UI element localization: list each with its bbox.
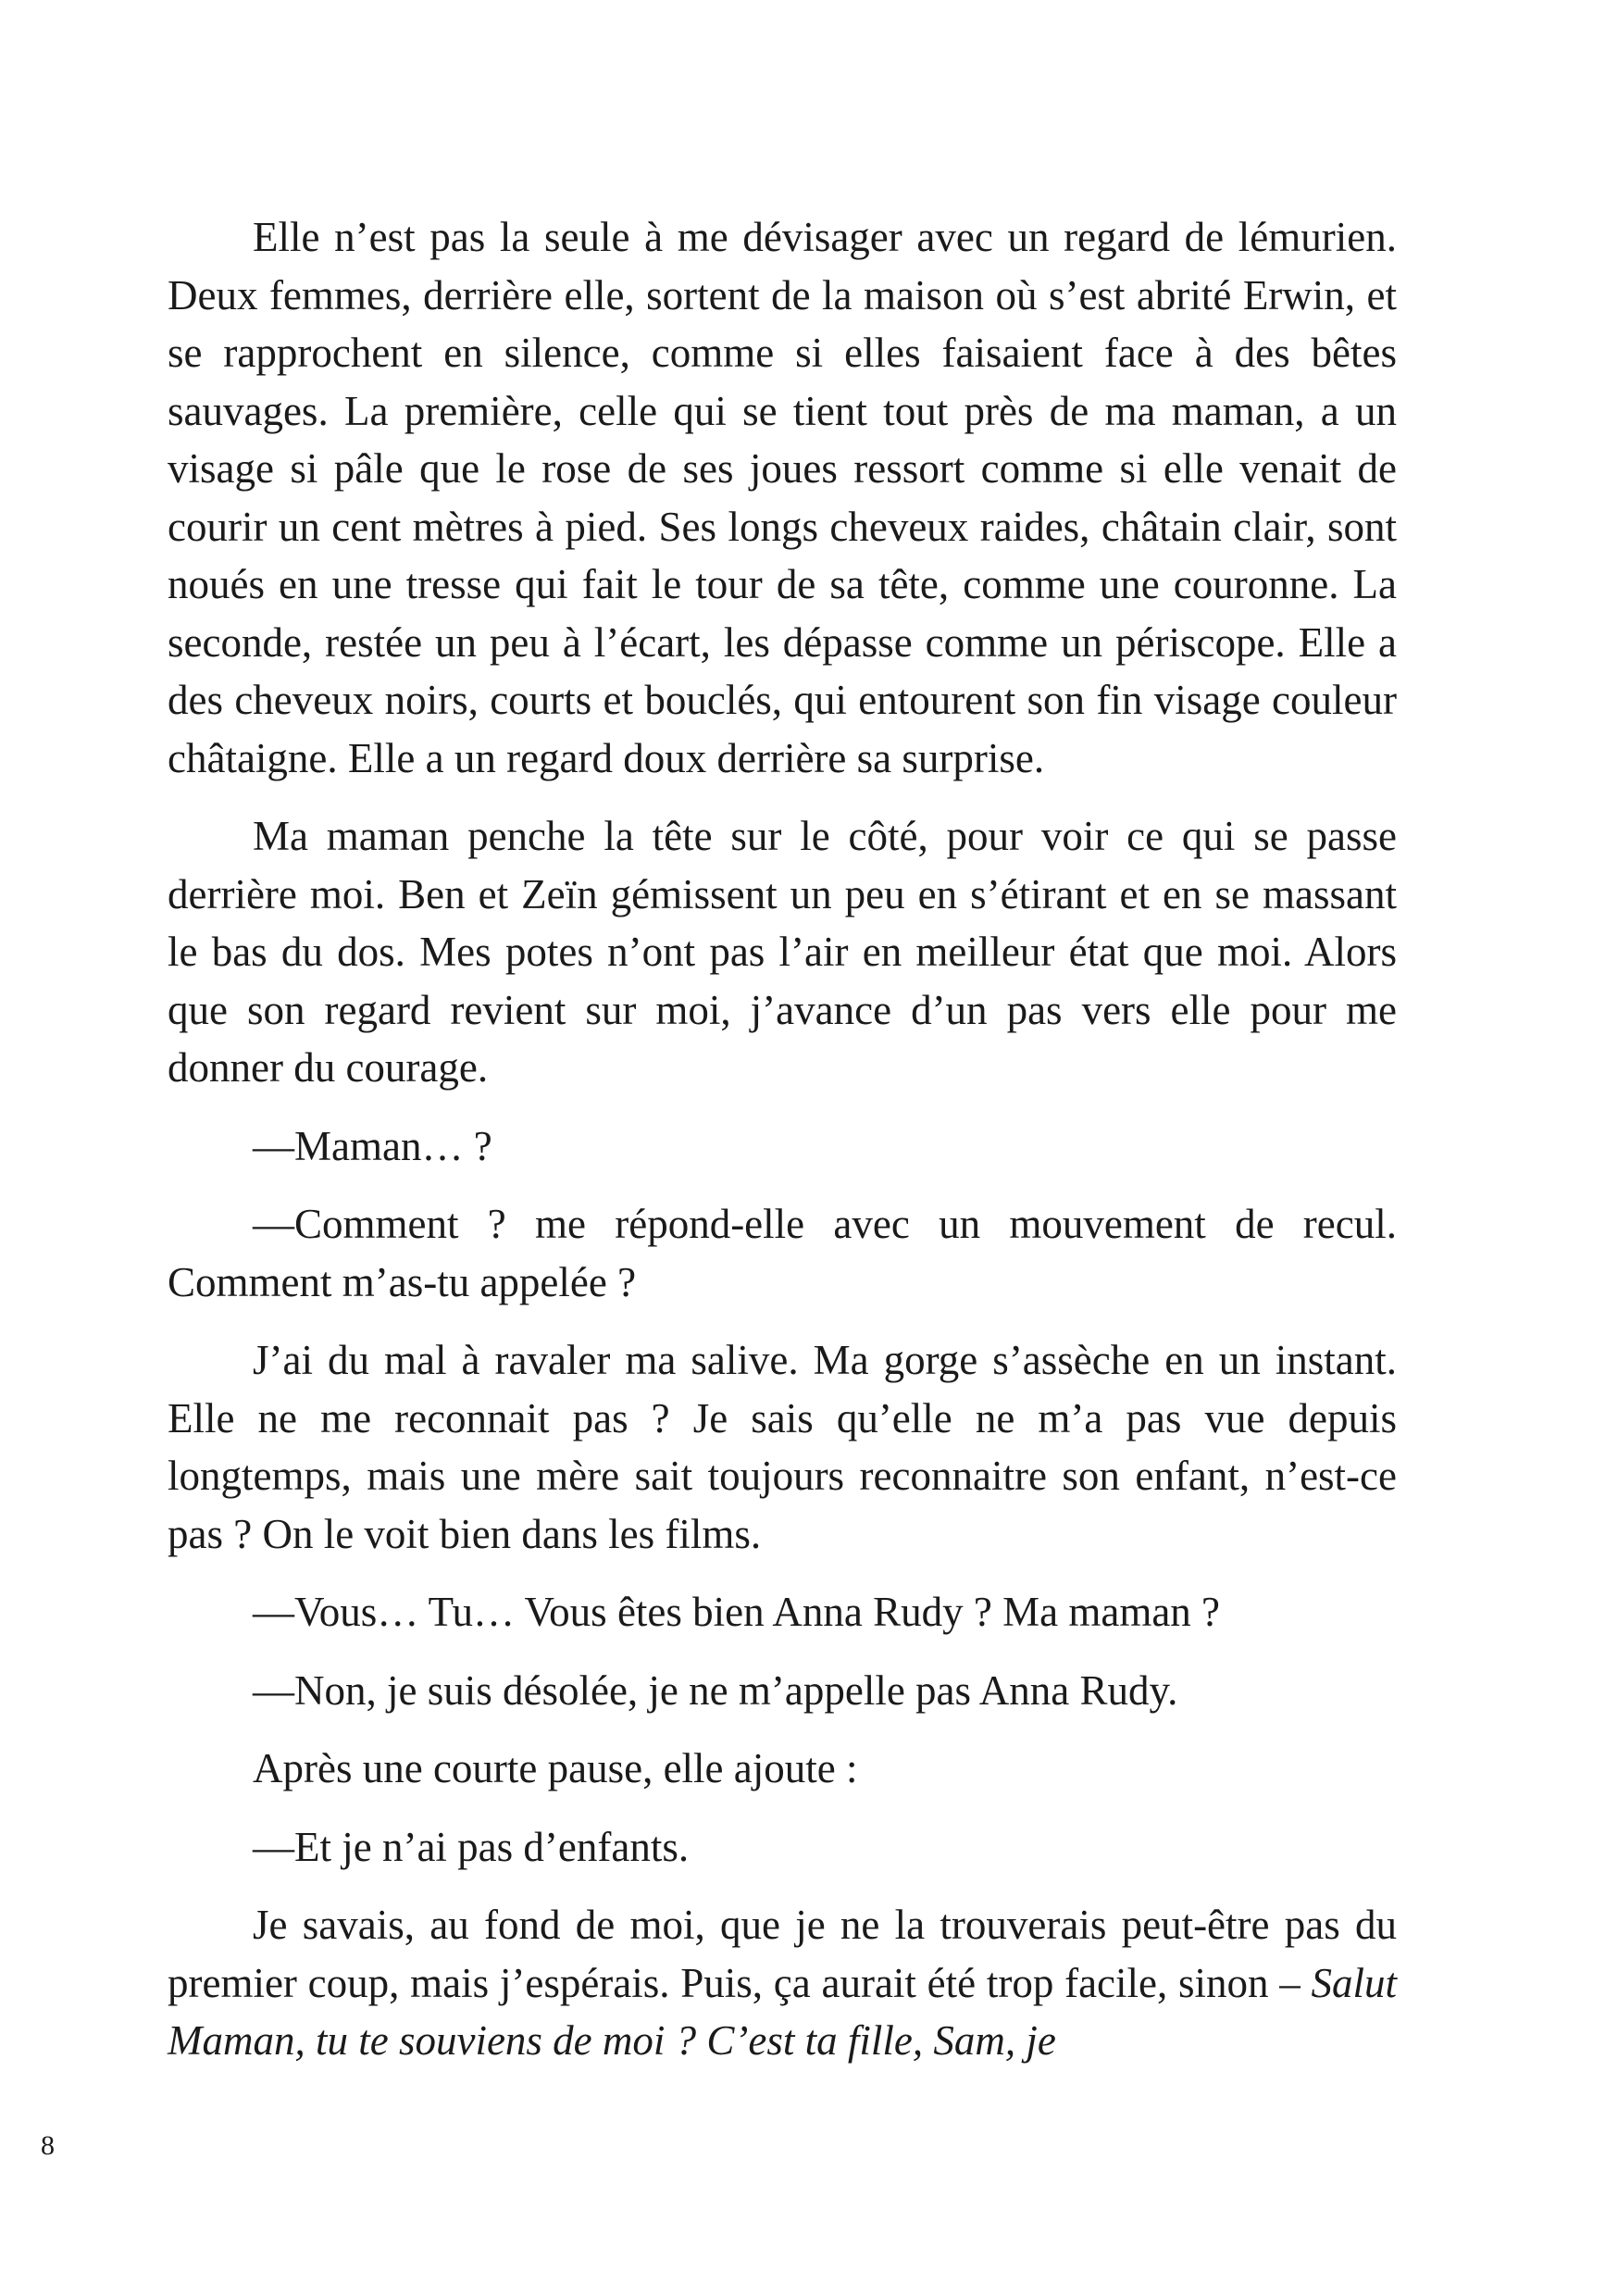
paragraph-1: Elle n’est pas la seule à me dévisager avec un regard de lémurien. Deux femmes, derrière elle, sortent de la maison où s’est abrité Erwin, et se rapprochent en silence, comme si elles faisaient face à des bêtes sauvages. La première, celle qui se tient tout près de ma maman, a un visage si pâle que le rose de ses joues ressort comme si elle venait de courir un cent mètres à pied. Ses longs cheveux raides, châtain clair, sont noués en une tresse qui fait le tour de sa tête, comme une couronne. La seconde, restée un peu à l’écart, les dépasse comme un périscope. Elle a des cheveux noirs, courts et bouclés, qui entourent son fin visage couleur châtaigne. Elle a un regard doux derrière sa surprise. xyxy=(168,214,1397,781)
paragraph-5-roman: Je savais, au fond de moi, que je ne la trouverais peut-être pas du premier coup, mais j’espérais. Puis, ça aurait été trop facile, sinon – xyxy=(168,1902,1397,2006)
paragraph-2: Ma maman penche la tête sur le côté, pour voir ce qui se passe derrière moi. Ben et Zeïn gémissent un peu en s’étirant et en se massant le bas du dos. Mes potes n’ont pas l’air en meilleur état que moi. Alors que son regard revient sur moi, j’avance d’un pas vers elle pour me donner du courage. xyxy=(168,813,1397,1091)
body-text xyxy=(168,208,1397,2090)
dialogue-line-3: —Vous… Tu… Vous êtes bien Anna Rudy ? Ma maman ? xyxy=(253,1589,1221,1635)
dialogue-line-2: —Comment ? me répond-elle avec un mouvement de recul. Comment m’as-tu appelée ? xyxy=(168,1201,1397,1305)
dialogue-line-4: —Non, je suis désolée, je ne m’appelle pas Anna Rudy. xyxy=(253,1666,1178,1714)
paragraph-4: Après une courte pause, elle ajoute : xyxy=(253,1745,858,1791)
dialogue-line-1: —Maman… ? xyxy=(253,1122,492,1169)
paragraph-5 xyxy=(168,1896,1397,2070)
paragraph-5-italic: Salut Maman, tu te souviens de moi ? C’est ta fille, Sam, je xyxy=(168,1959,1397,2064)
paragraph-3: J’ai du mal à ravaler ma salive. Ma gorge s’assèche en un instant. Elle ne me reconnait pas ? Je sais qu’elle ne m’a pas vue depuis longtemps, mais une mère sait toujours reconnaitre son enfant, n’est-ce pas ? On le voit bien dans les films. xyxy=(168,1337,1397,1557)
page-number: 8 xyxy=(41,2130,55,2161)
dialogue-line-5: —Et je n’ai pas d’enfants. xyxy=(253,1823,690,1870)
